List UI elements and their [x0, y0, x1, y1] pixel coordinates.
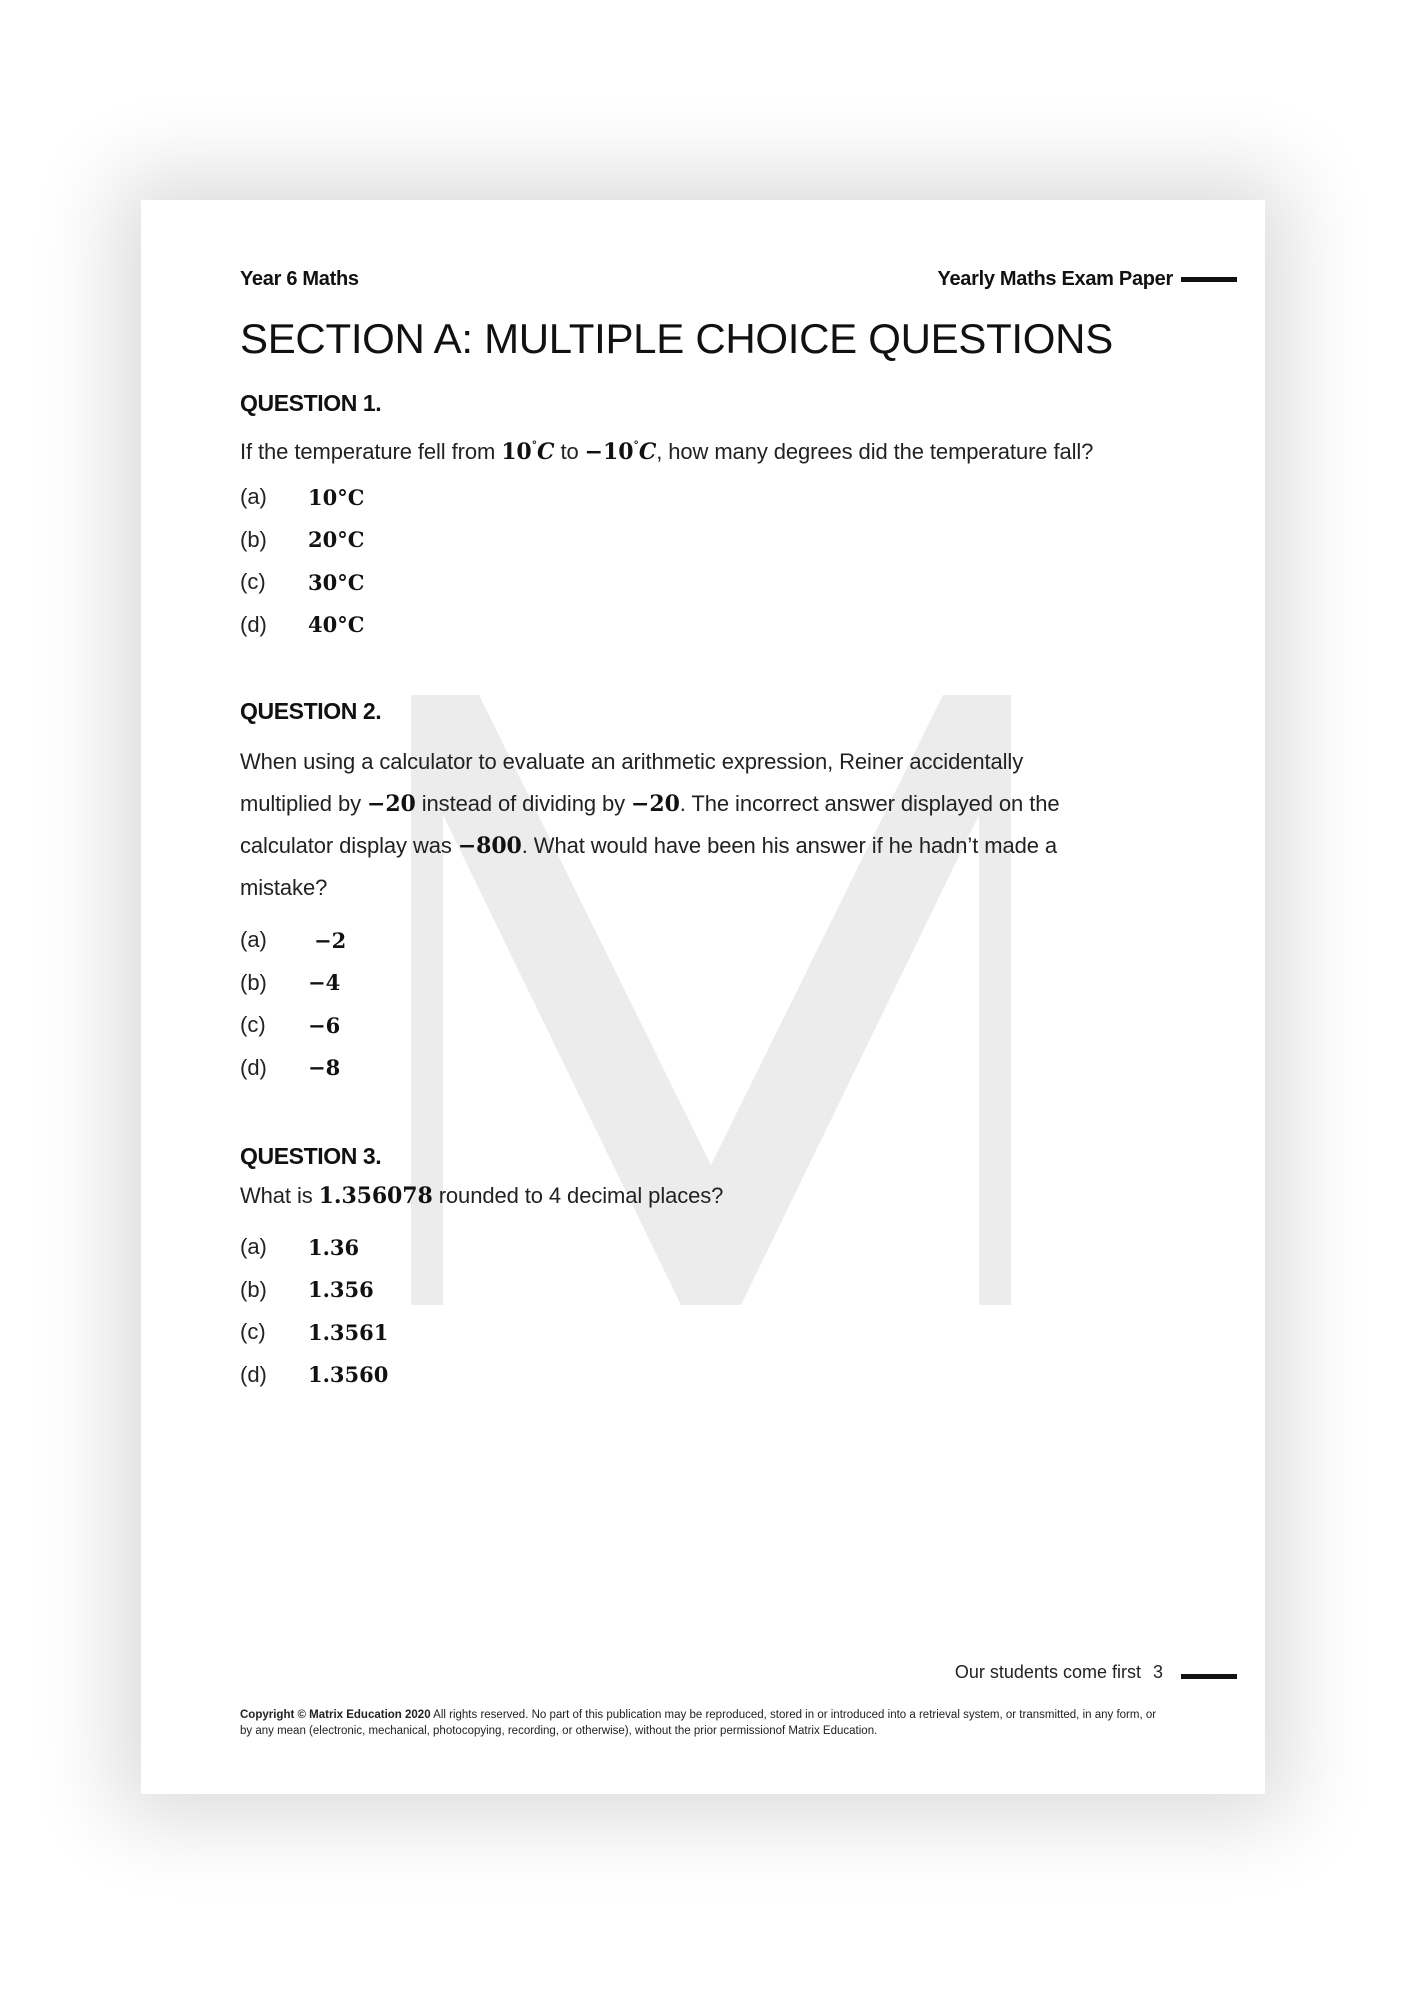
- question-2-title: QUESTION 2.: [240, 698, 382, 724]
- option-c: (c) 1.3561: [240, 1319, 389, 1345]
- question-3-text: What is 1.356078 rounded to 4 decimal places?: [240, 1183, 724, 1209]
- option-b: (b) 20°C: [240, 526, 365, 553]
- header-paper-title: Yearly Maths Exam Paper: [937, 268, 1173, 290]
- question-2-text: When using a calculator to evaluate an arithmetic expression, Reiner accidentally multiplied by −20 instead of dividing by −20. The incorrect answer displayed on the calculator display was −800. What would have been his answer if he hadn’t made a mistake?: [240, 749, 1060, 900]
- section-title: SECTION A: MULTIPLE CHOICE QUESTIONS: [240, 315, 1113, 362]
- question-1-text: If the temperature fell from 10°C to −10°C, how many degrees did the temperature fall?: [240, 439, 1094, 465]
- copyright-notice: Copyright © Matrix Education 2020 All rights reserved. No part of this publication may be reproduced, stored in or introduced into a retrieval system, or transmitted, in any form, or by any mean (electronic, mechanical, photocopying, recording, or otherwise), without the prior permissionof Matrix Education.: [240, 1709, 1157, 1737]
- option-d: (d) 1.3560: [240, 1361, 389, 1388]
- question-3-options: [240, 1226, 388, 1396]
- question-3-title: QUESTION 3.: [240, 1143, 382, 1169]
- option-a: (a) 1.36: [240, 1234, 360, 1260]
- question-2-options: [240, 919, 346, 1089]
- exam-page: [141, 200, 1265, 1794]
- option-d: (d) −8: [240, 1054, 341, 1081]
- option-d: (d) 40°C: [240, 611, 365, 638]
- question-1-options: [240, 476, 364, 646]
- header-rule: [1181, 277, 1237, 282]
- option-a: (a) 10°C: [240, 484, 365, 510]
- tagline-text: Our students come first: [954, 1662, 1141, 1682]
- footer-rule: [1181, 1674, 1237, 1679]
- footer-tagline: [955, 1662, 1163, 1683]
- page-number: 3: [1152, 1662, 1163, 1682]
- option-b: (b) 1.356: [240, 1276, 374, 1303]
- option-c: (c) 30°C: [240, 569, 365, 595]
- option-c: (c) −6: [240, 1012, 341, 1038]
- option-a: (a) −2: [240, 927, 347, 953]
- option-b: (b) −4: [240, 969, 341, 996]
- header-subject: Year 6 Maths: [240, 268, 359, 290]
- question-1-title: QUESTION 1.: [240, 390, 382, 416]
